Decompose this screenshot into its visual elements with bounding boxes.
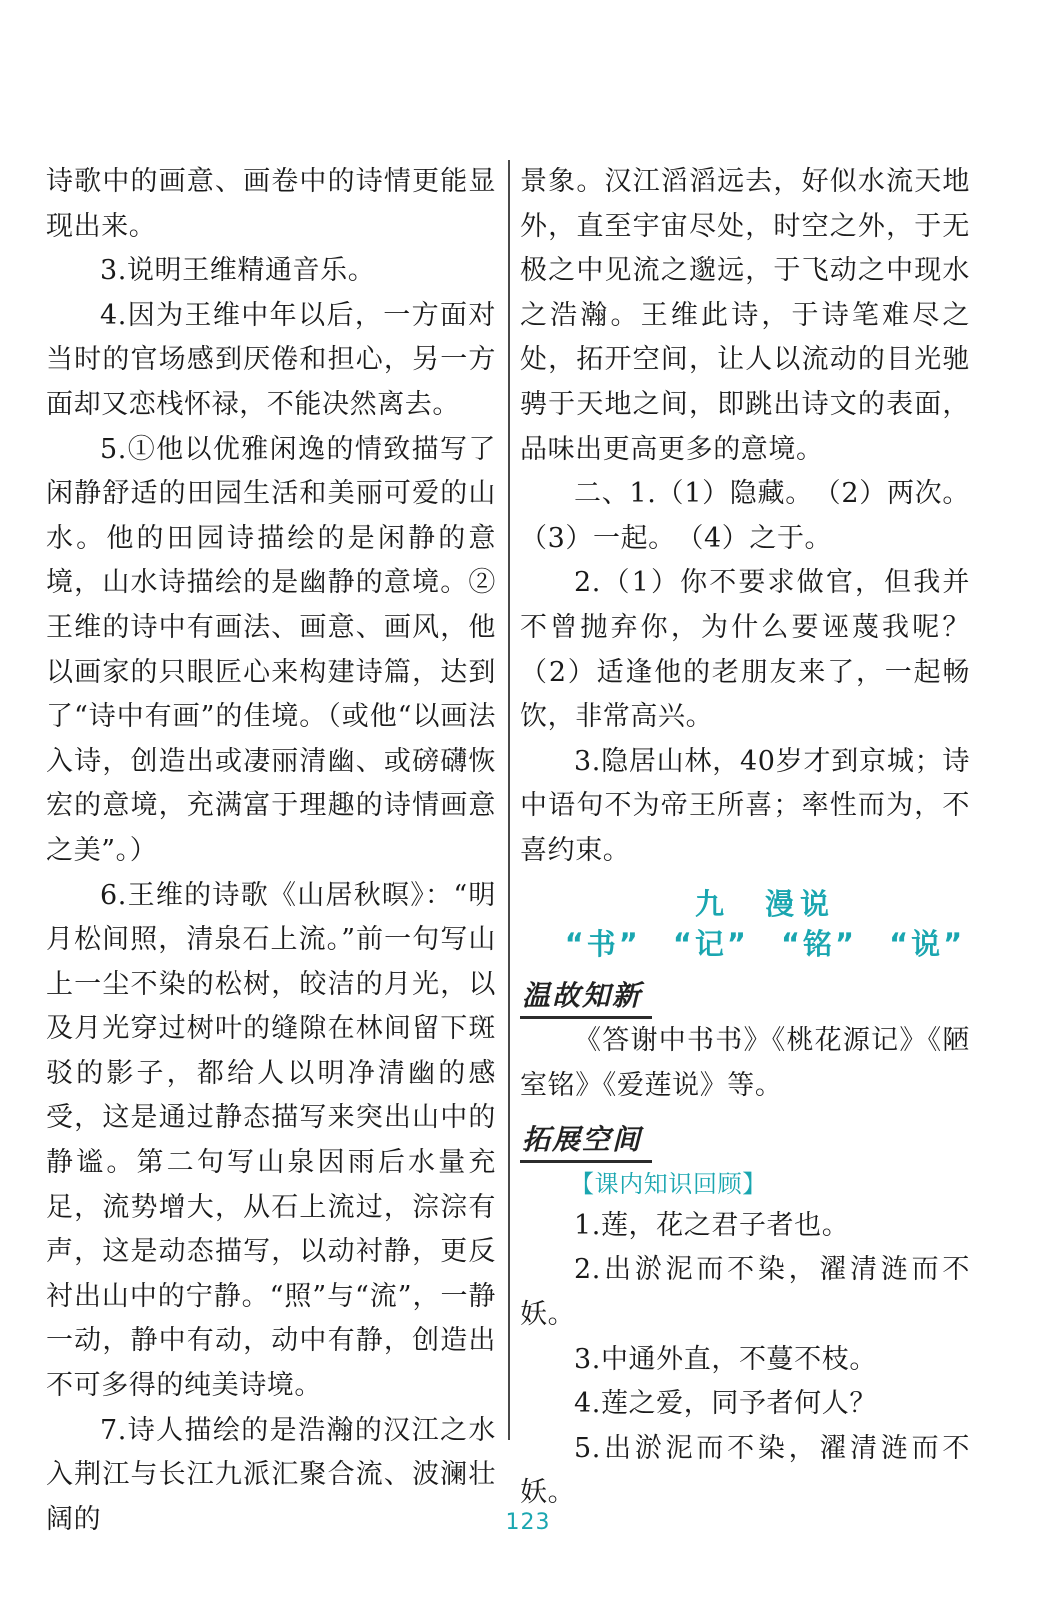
section-title-line1: 九 漫说 [694, 886, 835, 921]
subhead-review: 温故知新 [520, 976, 652, 1019]
paragraph: 7.诗人描绘的是浩瀚的汉江之水入荆江与长江九派汇聚合流、波澜壮阔的 [46, 1414, 496, 1535]
paragraph: 景象。汉江滔滔远去，好似水流天地外，直至宇宙尽处，时空之外，于无极之中见流之邈远，于飞动之中现水之浩瀚。王维此诗，于诗笔难尽之处，拓开空间，让人以流动的目光驰骋于天地之间，即跳出诗文的表面，品味出更高更多的意境。 [520, 166, 970, 465]
paragraph: 4.因为王维中年以后，一方面对当时的官场感到厌倦和担心，另一方面却又恋栈怀禄，不能决然离去。 [46, 299, 496, 420]
subhead-wrapper [520, 1108, 970, 1164]
page-number: 123 [505, 1510, 551, 1535]
list-item: 1.莲，花之君子者也。 [574, 1209, 850, 1241]
right-column [520, 160, 998, 1516]
paragraph: 3.隐居山林，40岁才到京城；诗中语句不为帝王所喜；率性而为，不喜约束。 [520, 745, 970, 866]
section-title-line2: “书” “记” “铭” “说” [564, 926, 966, 961]
knowledge-review-tag: 【课内知识回顾】 [570, 1169, 767, 1198]
list-item: 5.出淤泥而不染，濯清涟而不妖。 [520, 1432, 970, 1509]
list-item: 2.出淤泥而不染，濯清涟而不妖。 [520, 1254, 970, 1331]
column-divider [508, 160, 510, 1440]
list-item: 4.莲之爱，同予者何人？ [574, 1388, 877, 1420]
section-title [520, 884, 970, 964]
paragraph: 2.（1）你不要求做官，但我并不曾抛弃你，为什么要诬蔑我呢？ （2）适逢他的老朋友来了，一起畅饮，非常高兴。 [520, 567, 998, 733]
subhead-wrapper [520, 964, 970, 1020]
subhead-extension: 拓展空间 [520, 1120, 652, 1163]
paragraph: 6.王维的诗歌《山居秋暝》：“明月松间照，清泉石上流。”前一句写山上一尘不染的松树，皎洁的月光，以及月光穿过树叶的缝隙在林间留下斑驳的影子，都给人以明净清幽的感受，这是通过静态描写来突出山中的静谧。第二句写山泉因雨后水量充足，流势增大，从石上流过，淙淙有声，这是动态描写，以动衬静，更反衬出山中的宁静。“照”与“流”，一静一动，静中有动，动中有静，创造出不可多得的纯美诗境。 [46, 879, 496, 1402]
list-item: 3.中通外直，不蔓不枝。 [574, 1343, 877, 1375]
paragraph: 诗歌中的画意、画卷中的诗情更能显现出来。 [46, 166, 496, 242]
left-column [46, 160, 496, 1542]
paragraph: 二、1.（1）隐藏。 （2）两次。（3）一起。 （4）之于。 [520, 478, 970, 554]
review-text: 《答谢中书书》《桃花源记》《陋室铭》《爱莲说》等。 [520, 1025, 970, 1101]
paragraph: 5.①他以优雅闲逸的情致描写了闲静舒适的田园生活和美丽可爱的山水。他的田园诗描绘的是闲静的意境，山水诗描绘的是幽静的意境。②王维的诗中有画法、画意、画风，他以画家的只眼匠心来构建诗篇，达到了“诗中有画”的佳境。（或他“以画法入诗，创造出或凄丽清幽、或磅礴恢宏的意境，充满富于理趣的诗情画意之美”。） [46, 433, 496, 866]
paragraph: 3.说明王维精通音乐。 [100, 255, 376, 287]
